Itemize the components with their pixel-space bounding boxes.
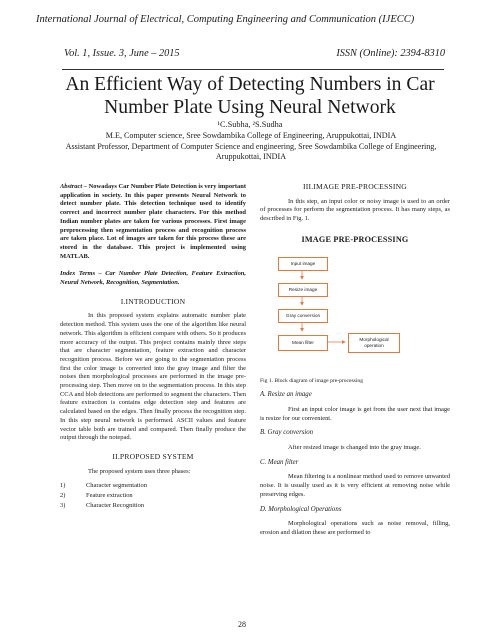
subsection-text-resize: First an input color image is get from the user next that image is resize for our convenient. — [260, 405, 450, 422]
index-terms-label: Index Terms – — [60, 270, 102, 278]
abstract — [60, 183, 246, 261]
proposed-intro: The proposed system uses three phases: — [88, 467, 191, 475]
header-rule — [62, 69, 444, 70]
right-column — [260, 183, 450, 538]
paper-authors: ¹C.Subha, ²S.Sudha — [217, 120, 283, 129]
index-terms-text: Car Number Plate Detection, Feature Extraction, Neural Network, Recognition, Segmentation. — [60, 270, 246, 287]
page-number: 28 — [238, 620, 246, 629]
paper-title: An Efficient Way of Detecting Numbers in Car Number Plate Using Neural Network — [65, 74, 435, 118]
volume-issue: Vol. 1, Issue. 3, June – 2015 — [64, 48, 180, 59]
box-mean-filter: Mean filter — [278, 335, 328, 351]
box-gray-conversion: Gray conversion — [278, 309, 328, 323]
section-heading-proposed: II.PROPOSED SYSTEM — [112, 451, 194, 461]
box-resize-image: Resize image — [278, 283, 328, 297]
subsection-heading-gray: B. Gray conversion — [260, 429, 314, 437]
subsection-heading-resize: A. Resize an image — [260, 391, 312, 399]
section-heading-preprocessing: III.IMAGE PRE-PROCESSING — [303, 182, 407, 191]
subsection-text-gray: After resized image is changed into the gray image. — [288, 444, 421, 452]
subsection-heading-morph: D. Morphological Operations — [260, 505, 342, 513]
figure-caption: Fig 1. Block diagram of image pre-processing — [260, 377, 363, 384]
abstract-text: Nowadays Car Number Plate Detection is very important application in society. In this paper presents Neural Network to detect number plate. This detection technique used to identify correct and incorrect number plate characters. For this method Indian number plates are taken for various processes. First image preprocessing then segmentation process and recognition process are taken place. Lot of images are taken for this process these are stored in the database. This project is implemented using MATLAB. — [60, 183, 246, 260]
subsection-text-mean: Mean filtering is a nonlinear method used to remove unwanted noise. It is usually used as it is very efficient at removing noise while preserving edges. — [260, 473, 450, 498]
author-affiliations — [56, 131, 446, 163]
subsection-text-morph: Morphological operations such as noise removal, filling, erosion and dilation these are performed to — [260, 520, 450, 536]
section-heading-introduction: I.INTRODUCTION — [120, 296, 186, 306]
subsection-heading-mean: C. Mean filter — [260, 458, 299, 466]
issn: ISSN (Online): 2394-8310 — [336, 48, 445, 59]
list-item: 3) Character Recognition — [60, 501, 145, 509]
introduction-text: In this proposed system explains automatic number plate detection method. This system uses the one of the algorithm like neural network. This algorithm is efficient compare with others. So it produces more accuracy of the output. This project contains mainly three steps that are character segmentation, feature extraction and character recognition process. Before we are going to the segmentation process first the color image is converted into the gray image and filter the noises then morphological processes are performed in the image pre-processing step. Then move on to the segmentation process. In this step CCA and blob detections are performed to segment the characters. Then feature extraction is contains edge detection step and features are calculated based on the edges. Then finally process the recognition step. In this step neural network is performed. ASCII values and feature vector table both are trained and compared. Then finally produce the output through the notepad. — [60, 312, 246, 442]
figure-title: IMAGE PRE-PROCESSING — [301, 234, 409, 244]
journal-name: International Journal of Electrical, Computing Engineering and Communication (IJECC) — [36, 14, 415, 25]
abstract-label: Abstract – — [60, 183, 88, 190]
left-column — [60, 183, 246, 512]
list-item: 1) Character segmentation — [60, 482, 147, 490]
box-input-image: Input image — [278, 257, 328, 271]
preprocessing-block-diagram — [260, 253, 450, 373]
preprocessing-text: In this step, an input color or noisy image is used to an order of processes for perform the segmentation process. It has many steps, as described in Fig. 1. — [260, 197, 450, 223]
affiliation-1: M.E, Computer science, Sree Sowdambika College of Engineering, Aruppukottai, INDIA — [105, 131, 397, 140]
phase-list — [60, 482, 246, 510]
list-item: 2) Feature extraction — [60, 492, 133, 500]
affiliation-2: Assistant Professor, Department of Computer Science and engineering, Sree Sowdambika College of Engineering, Aruppukottai, INDIA — [65, 141, 437, 162]
box-morphological-operation: Morphological operation — [348, 333, 400, 353]
index-terms — [60, 270, 246, 287]
